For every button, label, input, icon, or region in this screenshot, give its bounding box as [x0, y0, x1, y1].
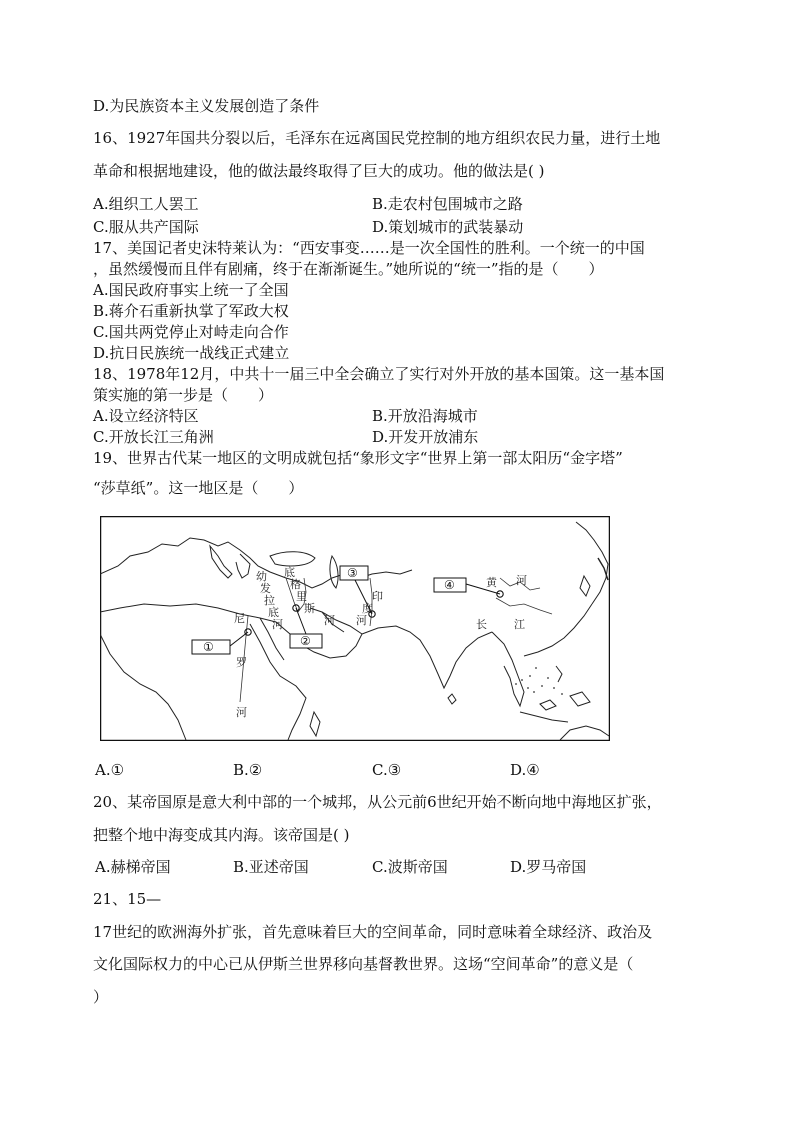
- tigris-label-2: 格: [290, 578, 301, 591]
- marker-1-label: ①: [203, 640, 214, 654]
- indus-label-1: 印: [372, 590, 383, 603]
- q20-stem-line-2: 把整个地中海变成其内海。该帝国是( ): [93, 826, 350, 844]
- tigris-label-3: 里: [296, 590, 307, 603]
- q18-option-d: D.开发开放浦东: [372, 428, 479, 446]
- tigris-label-4: 斯: [304, 602, 315, 615]
- marker-2-label: ②: [300, 634, 311, 648]
- q20-stem-line-1: 20、某帝国原是意大利中部的一个城邦，从公元前6世纪开始不断向地中海地区扩张，: [93, 793, 662, 811]
- q21-stem-line-3: 文化国际权力的中心已从伊斯兰世界移向基督教世界。这场“空间革命”的意义是（: [93, 955, 634, 973]
- q21-stem-line-4: ）: [93, 988, 109, 1006]
- euphrates-label-5: 河: [272, 618, 283, 631]
- q18-option-b: B.开放沿海城市: [372, 407, 478, 425]
- euphrates-label-1: 幼: [256, 570, 267, 583]
- q16-option-d: D.策划城市的武装暴动: [372, 218, 524, 236]
- q19-stem-line-1: 19、世界古代某一地区的文明成就包括“象形文字“世界上第一部太阳历“金字塔”: [93, 449, 623, 467]
- q17-stem-line-2: ，虽然缓慢而且伴有剧痛，终于在渐渐诞生。”她所说的“统一”指的是（ ）: [93, 260, 604, 278]
- q19-option-a: A.①: [95, 761, 125, 779]
- q17-option-c: C.国共两党停止对峙走向合作: [93, 323, 289, 341]
- q18-option-c: C.开放长江三角洲: [93, 428, 214, 446]
- nile-label-2: 罗: [236, 656, 247, 669]
- q20-option-a: A.赫梯帝国: [95, 858, 171, 876]
- yellow-river-label-2: 河: [516, 574, 527, 587]
- q17-option-a: A.国民政府事实上统一了全国: [93, 281, 289, 299]
- marker-3-label: ③: [347, 566, 358, 580]
- marker-4-label: ④: [444, 578, 455, 592]
- euphrates-label-2: 发: [260, 582, 271, 595]
- euphrates-label-3: 拉: [264, 594, 275, 607]
- q19-option-d: D.④: [510, 761, 540, 779]
- q19-option-c: C.③: [372, 761, 402, 779]
- ancient-civilizations-map: [100, 516, 610, 741]
- q15-option-d: D.为民族资本主义发展创造了条件: [93, 97, 320, 115]
- nile-label-3: 河: [236, 706, 247, 719]
- q20-option-d: D.罗马帝国: [510, 858, 587, 876]
- q16-option-c: C.服从共产国际: [93, 218, 199, 236]
- tigris-label-1: 底: [284, 566, 295, 579]
- yellow-river-label-1: 黄: [486, 576, 497, 589]
- yangtze-label-2: 江: [514, 618, 525, 631]
- indus-label-2: 度: [362, 602, 373, 615]
- q16-option-b: B.走农村包围城市之路: [372, 195, 523, 213]
- q17-option-d: D.抗日民族统一战线正式建立: [93, 344, 290, 362]
- q16-stem-line-2: 革命和根据地建设，他的做法最终取得了巨大的成功。他的做法是( ): [93, 162, 545, 180]
- q16-option-a: A.组织工人罢工: [93, 195, 199, 213]
- q19-option-b: B.②: [233, 761, 263, 779]
- q20-option-c: C.波斯帝国: [372, 858, 448, 876]
- q17-stem-line-1: 17、美国记者史沫特莱认为：“西安事变……是一次全国性的胜利。一个统一的中国: [93, 239, 645, 257]
- q20-option-b: B.亚述帝国: [233, 858, 309, 876]
- euphrates-label-4: 底: [268, 606, 279, 619]
- q16-stem-line-1: 16、1927年国共分裂以后，毛泽东在远离国民党控制的地方组织农民力量，进行土地: [93, 129, 661, 147]
- tigris-label-5: 河: [324, 614, 335, 627]
- q19-stem-line-2: “莎草纸”。这一地区是（ ）: [93, 479, 304, 497]
- q18-stem-line-1: 18、1978年12月，中共十一届三中全会确立了实行对外开放的基本国策。这一基本国: [93, 365, 665, 383]
- nile-label-1: 尼: [234, 612, 245, 625]
- q21-stem-line-1: 21、15—: [93, 890, 162, 908]
- q21-stem-line-2: 17世纪的欧洲海外扩张，首先意味着巨大的空间革命，同时意味着全球经济、政治及: [93, 923, 653, 941]
- indus-label-3: 河: [356, 614, 367, 627]
- q18-stem-line-2: 策实施的第一步是（ ）: [93, 386, 274, 404]
- yangtze-label-1: 长: [476, 618, 487, 631]
- q18-option-a: A.设立经济特区: [93, 407, 199, 425]
- q17-option-b: B.蒋介石重新执掌了军政大权: [93, 302, 289, 320]
